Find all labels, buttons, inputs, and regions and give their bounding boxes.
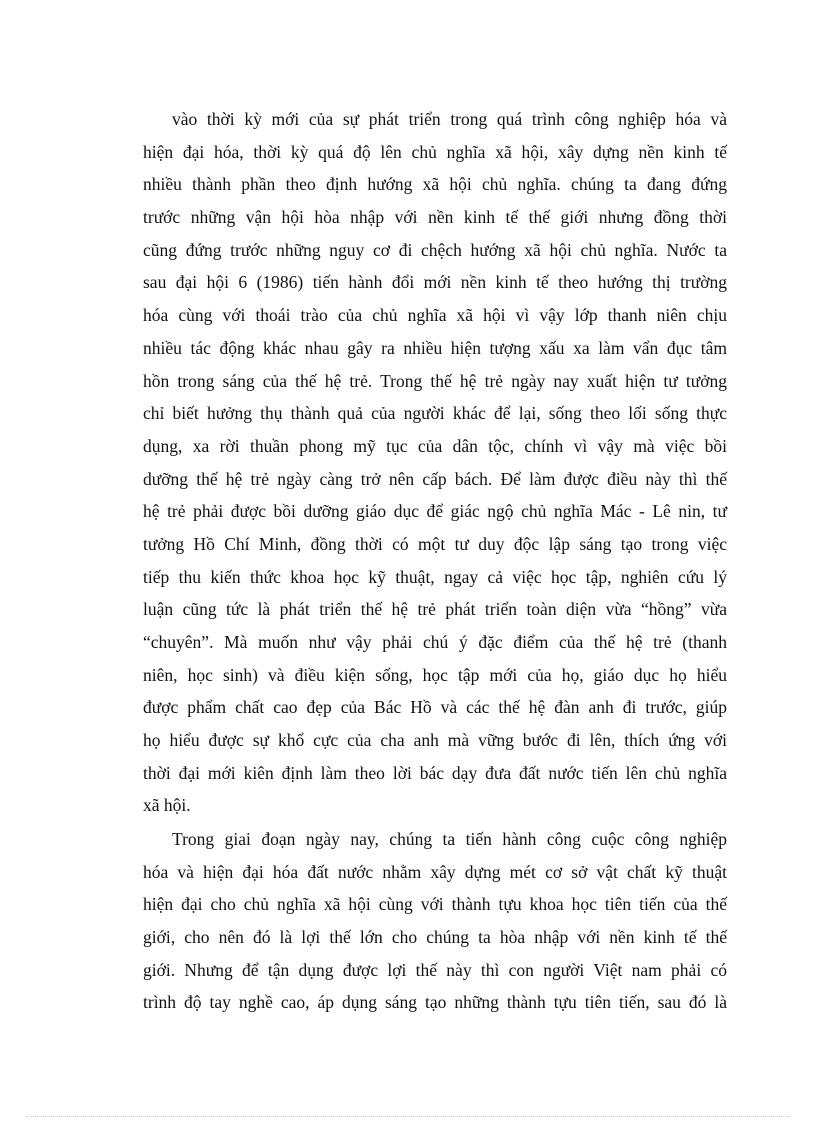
paragraph-2 (143, 823, 727, 1019)
text-line: tiếp thu kiến thức khoa học kỹ thuật, ngay cả việc học tập, nghiên cứu lý (143, 566, 727, 587)
text-line: Trong giai đoạn ngày nay, chúng ta tiến hành công cuộc công nghiệp (172, 829, 727, 849)
page-bottom-divider (26, 1116, 790, 1117)
text-line: “chuyên”. Mà muốn như vậy phải chú ý đặc điểm của thế hệ trẻ (thanh (143, 632, 727, 652)
text-line: thời đại mới kiên định làm theo lời bác dạy đưa đất nước tiến lên chủ nghĩa (143, 762, 727, 783)
text-line: giới. Nhưng để tận dụng được lợi thế này thì con người Việt nam phải có (143, 959, 727, 980)
text-line: hóa cùng với thoái trào của chủ nghĩa xã hội vì vậy lớp thanh niên chịu (143, 305, 727, 326)
text-line: chỉ biết hưởng thụ thành quả của người khác để lại, sống theo lối sống thực (143, 403, 727, 424)
text-line: trình độ tay nghề cao, áp dụng sáng tạo những thành tựu tiên tiến, sau đó là (143, 992, 727, 1013)
text-line: trước những vận hội hòa nhập với nền kinh tế thế giới nhưng đồng thời (143, 207, 727, 228)
text-line: luận cũng tức là phát triển thế hệ trẻ phát triển toàn diện vừa “hồng” vừa (143, 599, 727, 620)
text-line: nhiều tác động khác nhau gây ra nhiều hiện tượng xấu xa làm vẩn đục tâm (143, 337, 727, 358)
text-line: xã hội. (143, 795, 191, 816)
text-line: hiện đại hóa, thời kỳ quá độ lên chủ nghĩa xã hội, xây dựng nền kinh tế (143, 141, 727, 162)
text-line: được phẩm chất cao đẹp của Bác Hồ và các thế hệ đàn anh đi trước, giúp (143, 697, 727, 718)
text-line: họ hiểu được sự khổ cực của cha anh mà vững bước đi lên, thích ứng với (143, 730, 727, 751)
text-line: tưởng Hồ Chí Minh, đồng thời có một tư duy độc lập sáng tạo trong việc (143, 533, 727, 554)
text-line: sau đại hội 6 (1986) tiến hành đổi mới nền kinh tế theo hướng thị trường (143, 272, 727, 293)
text-line: hóa và hiện đại hóa đất nước nhằm xây dựng mét cơ sở vật chất kỹ thuật (143, 861, 727, 882)
text-line: vào thời kỳ mới của sự phát triển trong quá trình công nghiệp hóa và (172, 109, 727, 129)
text-line: dụng, xa rời thuần phong mỹ tục của dân tộc, chính vì vậy mà việc bồi (143, 435, 727, 456)
text-line: hệ trẻ phải được bồi dưỡng giáo dục để giác ngộ chủ nghĩa Mác - Lê nin, tư (143, 501, 727, 522)
text-line: dưỡng thế hệ trẻ ngày càng trở nên cấp bách. Để làm được điều này thì thế (143, 468, 727, 489)
paragraph-1 (143, 103, 727, 822)
text-line: giới, cho nên đó là lợi thế lớn cho chúng ta hòa nhập với nền kinh tế thế (143, 927, 727, 948)
text-line: hiện đại cho chủ nghĩa xã hội cùng với thành tựu khoa học tiên tiến của thế (143, 894, 727, 915)
text-line: cũng đứng trước những nguy cơ đi chệch hướng xã hội chủ nghĩa. Nước ta (143, 239, 727, 260)
text-line: niên, học sinh) và điều kiện sống, học tập mới của họ, giáo dục họ hiểu (143, 664, 727, 685)
text-line: hồn trong sáng của thế hệ trẻ. Trong thế hệ trẻ ngày nay xuất hiện tư tưởng (143, 370, 727, 391)
text-line: nhiều thành phần theo định hướng xã hội chủ nghĩa. chúng ta đang đứng (143, 174, 727, 195)
